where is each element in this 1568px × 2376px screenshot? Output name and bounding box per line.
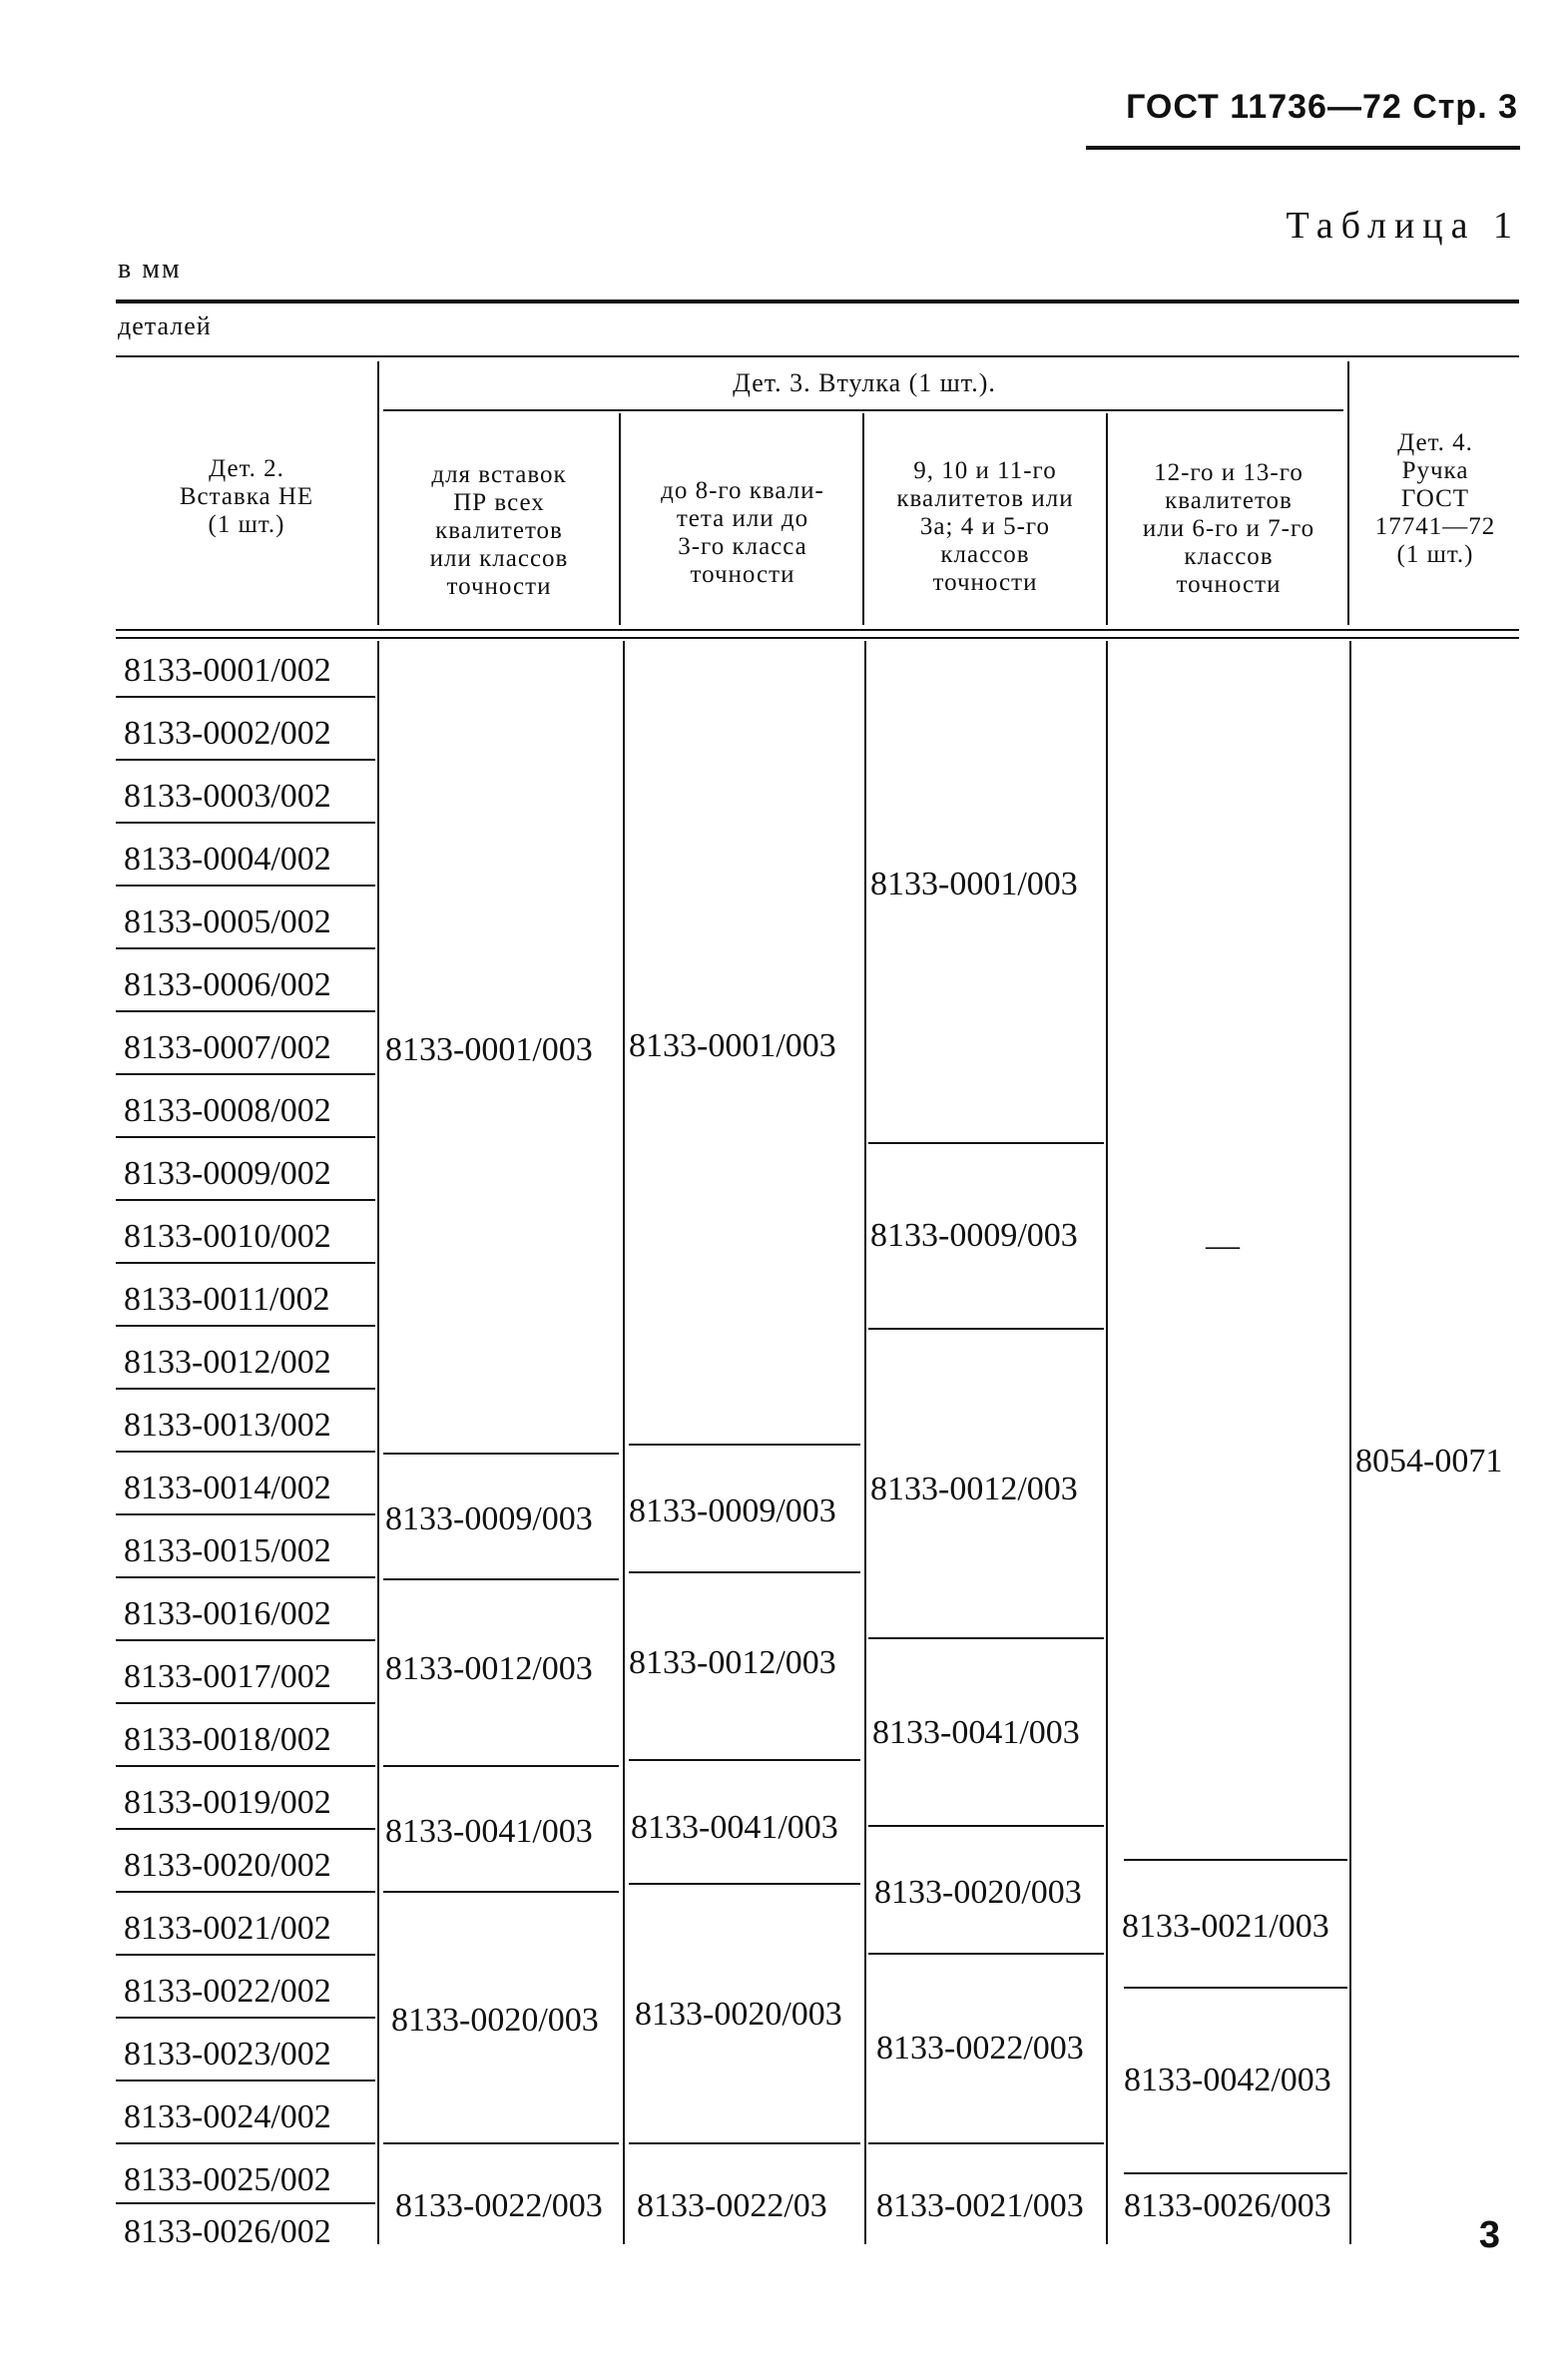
column-divider: [864, 641, 866, 2244]
group-cell: 8133-0022/003: [876, 2030, 1084, 2067]
group-separator: [629, 1883, 860, 1885]
group-cell: 8133-0012/003: [629, 1644, 836, 1681]
table-row: 8133-0023/002: [124, 2036, 331, 2073]
row-separator: [116, 1576, 375, 1578]
table-row: 8133-0019/002: [124, 1784, 331, 1821]
row-separator: [116, 2017, 375, 2019]
group-cell: 8133-0021/003: [1122, 1908, 1329, 1945]
standard-number: ГОСТ 11736—72: [1126, 88, 1402, 126]
col-header-line: классов: [940, 541, 1030, 568]
group-cell: 8133-0041/003: [872, 1714, 1080, 1751]
table-row: 8133-0008/002: [124, 1092, 331, 1129]
col-header-line: или 6-го и 7-го: [1142, 515, 1315, 542]
table-row: 8133-0016/002: [124, 1595, 331, 1632]
group-cell: 8133-0041/003: [631, 1809, 838, 1846]
col-group-header-bushing: Дет. 3. Втулка (1 шт.).: [733, 368, 996, 397]
group-separator: [868, 1328, 1104, 1330]
group-cell: 8133-0042/003: [1124, 2062, 1331, 2098]
row-separator: [116, 1891, 375, 1893]
group-cell: 8133-0020/003: [874, 1874, 1082, 1911]
empty-cell-dash: —: [1206, 1227, 1240, 1264]
table-row: 8133-0021/002: [124, 1910, 331, 1947]
group-cell: 8133-0012/003: [870, 1471, 1078, 1507]
table-row: 8133-0025/002: [124, 2161, 331, 2198]
details-label: деталей: [118, 311, 212, 340]
col-header-line: 9, 10 и 11-го: [913, 457, 1057, 484]
group-separator: [868, 1142, 1104, 1144]
table-row: 8133-0011/002: [124, 1281, 330, 1318]
table-row: 8133-0004/002: [124, 841, 331, 878]
page-number: 3: [1478, 2214, 1500, 2256]
header-divider: [1347, 361, 1349, 625]
row-separator: [116, 759, 375, 761]
group-separator: [629, 1571, 860, 1573]
col-header-line: (1 шт.): [1396, 541, 1474, 568]
col-header-line: для вставок: [431, 461, 567, 488]
group-cell: 8133-0026/003: [1124, 2187, 1331, 2224]
group-separator: [1124, 2172, 1347, 2174]
col-header-line: квалитетов: [435, 517, 563, 544]
col-header-line: или классов: [429, 545, 569, 572]
group-cell: 8133-0009/003: [629, 1492, 836, 1529]
table-row: 8133-0003/002: [124, 778, 331, 815]
handle-cell: 8054-0071: [1355, 1443, 1503, 1480]
units-label: в мм: [118, 254, 182, 285]
row-separator: [116, 2142, 375, 2144]
header-double-rule: [116, 637, 1519, 639]
row-separator: [116, 822, 375, 824]
row-separator: [116, 1702, 375, 1704]
group-separator: [629, 1444, 860, 1446]
column-divider: [1349, 641, 1351, 2244]
row-separator: [116, 2202, 375, 2204]
table-row: 8133-0006/002: [124, 966, 331, 1003]
group-cell: 8133-0012/003: [385, 1650, 593, 1687]
group-cell: 8133-0041/003: [385, 1813, 593, 1850]
row-separator: [116, 696, 375, 698]
col-header-line: точности: [1176, 571, 1282, 598]
col-header-line: до 8-го квали-: [661, 477, 824, 504]
header-divider: [1106, 413, 1108, 625]
col-header-line: Вставка НЕ: [179, 483, 314, 510]
page-header: [1126, 88, 1518, 127]
row-separator: [116, 947, 375, 949]
col-header-line: ГОСТ: [1400, 485, 1470, 512]
group-cell: 8133-0001/003: [870, 866, 1078, 902]
group-cell: 8133-0009/003: [385, 1500, 593, 1537]
col-header-line: точности: [446, 573, 552, 600]
group-separator: [1124, 1859, 1347, 1861]
table-row: 8133-0012/002: [124, 1344, 331, 1381]
table-title: Таблица 1: [1286, 205, 1520, 247]
header-double-rule: [116, 629, 1519, 631]
group-separator: [383, 1453, 619, 1455]
col-header-line: 12-го и 13-го: [1154, 459, 1304, 486]
col-header-9-11: [864, 457, 1106, 597]
group-header-underline: [383, 409, 1343, 411]
row-separator: [116, 1262, 375, 1264]
group-separator: [383, 1765, 619, 1767]
group-separator: [868, 1825, 1104, 1827]
table-row: 8133-0007/002: [124, 1029, 331, 1066]
table-row: 8133-0015/002: [124, 1532, 331, 1569]
row-separator: [116, 1828, 375, 1830]
group-separator: [868, 2142, 1104, 2144]
row-separator: [116, 1639, 375, 1641]
group-cell: 8133-0020/003: [635, 1996, 842, 2033]
group-cell: 8133-0001/003: [385, 1031, 593, 1068]
group-separator: [868, 1953, 1104, 1955]
col-header-line: 17741—72: [1374, 513, 1496, 540]
group-cell: 8133-0009/003: [870, 1217, 1078, 1254]
col-header-line: точности: [690, 561, 795, 588]
group-cell: 8133-0020/003: [391, 2002, 599, 2039]
table-row: 8133-0018/002: [124, 1721, 331, 1758]
row-separator: [116, 1954, 375, 1956]
group-cell: 8133-0021/003: [876, 2187, 1084, 2224]
col-header-handle: [1351, 429, 1519, 569]
col-header-line: Дет. 4.: [1397, 429, 1473, 456]
row-separator: [116, 1199, 375, 1201]
table-sub-rule: [116, 355, 1519, 357]
table-row: 8133-0013/002: [124, 1407, 331, 1444]
table-row: 8133-0020/002: [124, 1847, 331, 1884]
column-divider: [623, 641, 625, 2244]
col-header-line: Дет. 2.: [209, 455, 284, 482]
column-divider: [377, 641, 379, 2244]
col-header-line: Ручка: [1401, 457, 1469, 484]
col-header-8: [623, 477, 862, 589]
group-separator: [383, 2142, 619, 2144]
col-header-12-13: [1108, 459, 1349, 599]
table-top-rule: [116, 299, 1519, 303]
col-header-line: (1 шт.): [208, 511, 285, 538]
row-separator: [116, 1451, 375, 1453]
col-header-line: точности: [932, 569, 1038, 596]
group-separator: [383, 1891, 619, 1893]
col-header-line: тета или до: [676, 505, 809, 532]
group-separator: [629, 1759, 860, 1761]
row-separator: [116, 1073, 375, 1075]
col-header-insert: [118, 455, 375, 539]
row-separator: [116, 885, 375, 887]
table-row: 8133-0026/002: [124, 2213, 331, 2250]
group-separator: [868, 1637, 1104, 1639]
col-header-line: 3а; 4 и 5-го: [919, 513, 1051, 540]
header-underline: [1086, 146, 1520, 150]
table-row: 8133-0024/002: [124, 2098, 331, 2135]
row-separator: [116, 1325, 375, 1327]
table-row: 8133-0010/002: [124, 1218, 331, 1255]
group-cell: 8133-0022/003: [395, 2187, 603, 2224]
group-cell: 8133-0001/003: [629, 1027, 836, 1064]
group-separator: [383, 1578, 619, 1580]
col-header-line: ПР всех: [453, 489, 545, 516]
group-cell: 8133-0022/03: [637, 2187, 827, 2224]
header-divider: [619, 413, 621, 625]
page-reference: Стр. 3: [1412, 88, 1518, 126]
row-separator: [116, 1765, 375, 1767]
table-row: 8133-0002/002: [124, 715, 331, 752]
table-row: 8133-0001/002: [124, 652, 331, 689]
group-separator: [629, 2142, 860, 2144]
row-separator: [116, 2079, 375, 2081]
table-row: 8133-0005/002: [124, 903, 331, 940]
row-separator: [116, 1513, 375, 1515]
col-header-line: квалитетов или: [896, 485, 1074, 512]
column-divider: [1106, 641, 1108, 2244]
col-header-line: классов: [1184, 543, 1274, 570]
header-divider: [377, 361, 379, 625]
header-divider: [862, 413, 864, 625]
col-header-line: 3-го класса: [678, 533, 807, 560]
col-header-pr: [379, 461, 619, 601]
row-separator: [116, 1388, 375, 1390]
row-separator: [116, 1136, 375, 1138]
col-header-line: квалитетов: [1165, 487, 1293, 514]
table-row: 8133-0009/002: [124, 1155, 331, 1192]
group-separator: [1124, 1987, 1347, 1989]
table-row: 8133-0022/002: [124, 1973, 331, 2010]
table-row: 8133-0014/002: [124, 1470, 331, 1506]
row-separator: [116, 1010, 375, 1012]
table-row: 8133-0017/002: [124, 1658, 331, 1695]
